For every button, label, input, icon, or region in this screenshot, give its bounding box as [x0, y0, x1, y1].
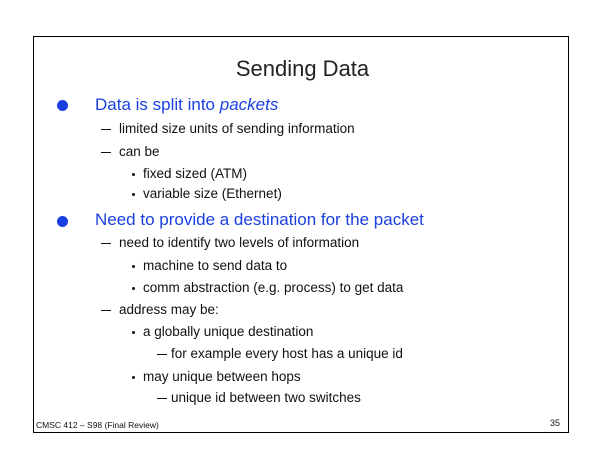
dash-icon [101, 243, 111, 244]
level4-bullet-example: for example every host has a unique id [171, 346, 403, 361]
bullet-dot-icon [132, 265, 135, 268]
bullet-icon [57, 216, 68, 227]
bullet-icon [57, 100, 68, 111]
sub-sub-bullet-comm: comm abstraction (e.g. process) to get data [143, 280, 404, 295]
bullet-destination: Need to provide a destination for the packet [95, 210, 424, 229]
sub-sub-bullet-variable: variable size (Ethernet) [143, 186, 282, 201]
bullet-dot-icon [132, 193, 135, 196]
level4-bullet-switches: unique id between two switches [171, 390, 361, 405]
slide-title: Sending Data [235, 56, 370, 81]
sub-sub-bullet-hops: may unique between hops [143, 369, 301, 384]
bullet-dot-icon [132, 331, 135, 334]
bullet-dot-icon [132, 287, 135, 290]
dash-icon [101, 152, 111, 153]
bullet-text: Data is split into [95, 95, 220, 114]
bullet-emphasis: packets [219, 95, 279, 114]
bullet-dot-icon [132, 376, 135, 379]
footer-course: CMSC 412 – S98 (Final Review) [36, 420, 159, 430]
sub-sub-bullet-fixed: fixed sized (ATM) [143, 166, 248, 181]
sub-sub-bullet-global: a globally unique destination [143, 324, 314, 339]
sub-bullet-can-be: can be [119, 144, 160, 159]
sub-bullet-address: address may be: [119, 302, 219, 317]
page-number: 35 [550, 418, 561, 428]
sub-bullet-limited-size: limited size units of sending information [119, 121, 355, 136]
dash-icon [157, 354, 167, 355]
bullet-dot-icon [132, 173, 135, 176]
dash-icon [101, 129, 111, 130]
sub-bullet-two-levels: need to identify two levels of information [119, 235, 360, 250]
sub-sub-bullet-machine: machine to send data to [143, 258, 288, 273]
dash-icon [101, 310, 111, 311]
dash-icon [157, 398, 167, 399]
bullet-data-split [95, 94, 278, 116]
